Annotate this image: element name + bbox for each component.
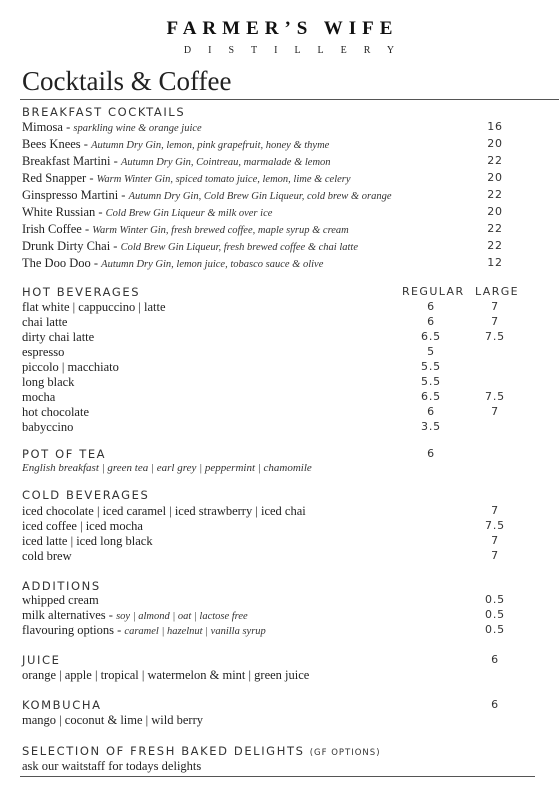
item-name: cold brew: [22, 549, 72, 563]
section-heading-juice: JUICE: [22, 653, 61, 667]
section-heading-kombucha: KOMBUCHA: [22, 698, 102, 712]
item-name: milk alternatives -: [22, 608, 117, 622]
gf-options-note: (GF OPTIONS): [309, 748, 381, 758]
list-item: [22, 503, 522, 518]
item-name: Ginspresso Martini -: [22, 188, 129, 202]
item-price-regular: 6.5: [421, 330, 441, 343]
brand-header: [0, 18, 559, 56]
section-heading-breakfast-cocktails: BREAKFAST COCKTAILS: [22, 105, 186, 119]
list-item: [22, 592, 522, 607]
item-price-large: 7.5: [485, 330, 505, 343]
section-heading-pot-of-tea: POT OF TEA: [22, 447, 107, 461]
column-header-large: LARGE: [475, 285, 520, 298]
item-name: long black: [22, 375, 75, 389]
item-price: 20: [487, 205, 503, 218]
juice-options: orange | apple | tropical | watermelon & mint | green juice: [22, 668, 310, 682]
item-name: iced coffee | iced mocha: [22, 519, 143, 533]
item-price: 22: [487, 154, 503, 167]
section-heading-hot-beverages: HOT BEVERAGES: [22, 285, 141, 299]
kombucha-price: 6: [491, 698, 499, 711]
item-price-regular: 6: [427, 300, 435, 313]
item-price: 7: [491, 504, 499, 517]
list-item: [22, 548, 522, 563]
item-price: 0.5: [485, 593, 505, 606]
brand-name: FARMER’S WIFE: [166, 18, 399, 39]
item-price: 22: [487, 222, 503, 235]
item-name: flat white | cappuccino | latte: [22, 300, 166, 314]
item-price: 0.5: [485, 608, 505, 621]
item-description: soy | almond | oat | lactose free: [116, 611, 248, 622]
item-price-large: 7: [491, 315, 499, 328]
item-name: mocha: [22, 390, 56, 404]
pot-of-tea-price: 6: [427, 447, 435, 460]
baked-delights-heading-text: SELECTION OF FRESH BAKED DELIGHTS: [22, 744, 305, 758]
item-description: sparkling wine & orange juice: [73, 123, 202, 134]
item-description: Warm Winter Gin, fresh brewed coffee, maple syrup & cream: [92, 225, 349, 236]
kombucha-options: mango | coconut & lime | wild berry: [22, 713, 204, 727]
section-heading-baked-delights: [22, 744, 381, 760]
item-name: hot chocolate: [22, 405, 89, 419]
section-heading-cold-beverages: COLD BEVERAGES: [22, 488, 150, 502]
item-price-regular: 6: [427, 315, 435, 328]
list-item: [22, 221, 522, 236]
item-price-large: [475, 374, 515, 389]
item-price-large: 7: [491, 300, 499, 313]
item-price-large: 7.5: [485, 390, 505, 403]
list-item: [22, 136, 522, 151]
list-item: [22, 187, 522, 202]
item-name: espresso: [22, 345, 65, 359]
list-item: [22, 607, 522, 622]
item-name: iced chocolate | iced caramel | iced strawberry | iced chai: [22, 504, 306, 518]
item-price: 7.5: [485, 519, 505, 532]
item-price: 22: [487, 239, 503, 252]
item-description: Cold Brew Gin Liqueur & milk over ice: [105, 208, 273, 219]
bottom-divider: [20, 776, 535, 777]
item-description: Warm Winter Gin, spiced tomato juice, lemon, lime & celery: [96, 174, 351, 185]
item-name: dirty chai latte: [22, 330, 95, 344]
list-item: [22, 518, 522, 533]
item-description: Autumn Dry Gin, lemon juice, tobasco sauce & olive: [101, 259, 324, 270]
list-item: [22, 255, 522, 270]
item-price-large: 7: [491, 405, 499, 418]
item-price-regular: 5.5: [421, 360, 441, 373]
list-item: [22, 170, 522, 185]
juice-price: 6: [491, 653, 499, 666]
item-name: Breakfast Martini -: [22, 154, 121, 168]
item-price: 12: [487, 256, 503, 269]
item-price-regular: 5: [427, 345, 435, 358]
item-price: 20: [487, 171, 503, 184]
item-price-large: [475, 419, 515, 434]
item-price: 20: [487, 137, 503, 150]
item-name: whipped cream: [22, 593, 99, 607]
item-name: flavouring options -: [22, 623, 125, 637]
title-divider: [20, 99, 559, 100]
item-description: Autumn Dry Gin, Cold Brew Gin Liqueur, cold brew & orange: [128, 191, 392, 202]
baked-delights-text: ask our waitstaff for todays delights: [22, 759, 202, 773]
item-name: White Russian -: [22, 205, 106, 219]
item-price: 7: [491, 534, 499, 547]
item-description: Cold Brew Gin Liqueur, fresh brewed coffee & chai latte: [120, 242, 358, 253]
pot-of-tea-options: English breakfast | green tea | earl grey | peppermint | chamomile: [22, 462, 312, 474]
list-item: [22, 119, 522, 134]
item-price: 22: [487, 188, 503, 201]
section-heading-additions: ADDITIONS: [22, 579, 101, 593]
brand-subtitle: DISTILLERY: [183, 45, 412, 56]
list-item: [22, 153, 522, 168]
list-item: [22, 533, 522, 548]
item-name: Red Snapper -: [22, 171, 97, 185]
item-name: Bees Knees -: [22, 137, 92, 151]
item-name: The Doo Doo -: [22, 256, 102, 270]
list-item: [22, 238, 522, 253]
item-name: Irish Coffee -: [22, 222, 93, 236]
item-name: babyccino: [22, 420, 74, 434]
item-price-regular: 5.5: [421, 375, 441, 388]
page-title: Cocktails & Coffee: [22, 66, 232, 96]
item-price-regular: 3.5: [421, 420, 441, 433]
item-name: iced latte | iced long black: [22, 534, 153, 548]
item-price-regular: 6.5: [421, 390, 441, 403]
item-price-regular: 6: [427, 405, 435, 418]
list-item: [22, 204, 522, 219]
item-name: Mimosa -: [22, 120, 74, 134]
item-price-large: [475, 344, 515, 359]
item-name: Drunk Dirty Chai -: [22, 239, 121, 253]
item-description: caramel | hazelnut | vanilla syrup: [124, 626, 266, 637]
item-price: 16: [487, 120, 503, 133]
item-name: chai latte: [22, 315, 68, 329]
item-name: piccolo | macchiato: [22, 360, 119, 374]
item-description: Autumn Dry Gin, Cointreau, marmalade & lemon: [120, 157, 331, 168]
item-price: 0.5: [485, 623, 505, 636]
item-price-large: [475, 359, 515, 374]
column-header-regular: REGULAR: [402, 285, 465, 298]
list-item: [22, 622, 522, 637]
item-price: 7: [491, 549, 499, 562]
item-description: Autumn Dry Gin, lemon, pink grapefruit, honey & thyme: [91, 140, 330, 151]
